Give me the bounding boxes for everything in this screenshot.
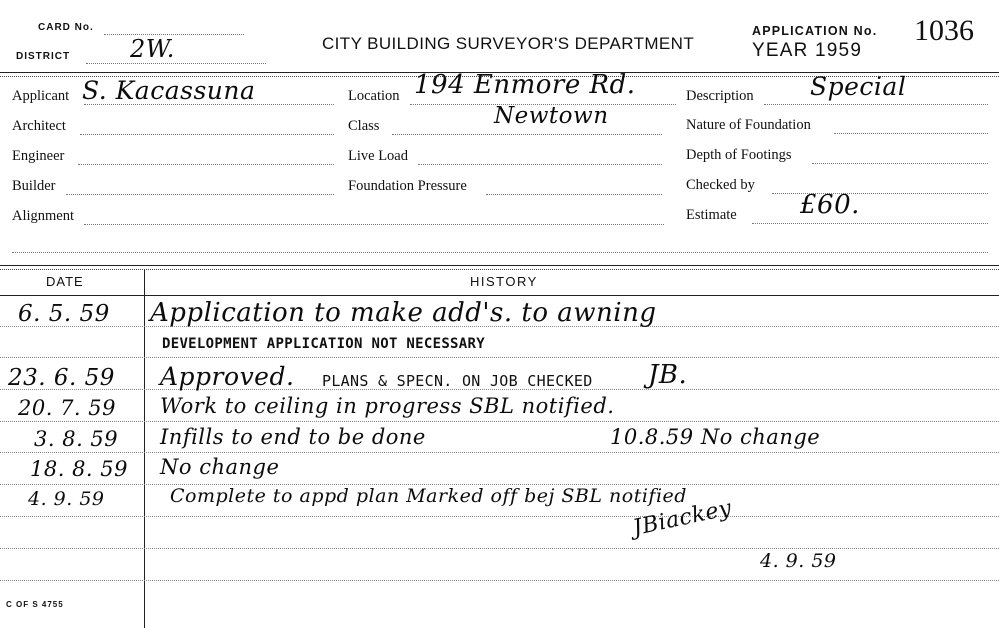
ruled-line — [0, 452, 999, 453]
history-entry: Application to make add's. to awning — [150, 298, 657, 328]
depth-of-footings-label: Depth of Footings — [686, 147, 792, 163]
checked-by-label: Checked by — [686, 177, 755, 193]
history-date: 18. 8. 59 — [30, 457, 129, 481]
class-value: Newtown — [494, 103, 609, 129]
signature: JBiackey — [630, 495, 735, 541]
history-date: 6. 5. 59 — [18, 301, 110, 327]
class-line — [392, 134, 662, 135]
history-date: 20. 7. 59 — [18, 396, 117, 420]
architect-label: Architect — [12, 118, 66, 134]
history-entry: Approved. — [160, 362, 295, 391]
applicant-value: S. Kacassuna — [82, 76, 256, 105]
ruled-line — [0, 516, 999, 517]
year-label: YEAR 1959 — [752, 40, 863, 61]
engineer-line — [78, 164, 334, 165]
history-entry-stamp: DEVELOPMENT APPLICATION NOT NECESSARY — [162, 336, 485, 352]
alignment-label: Alignment — [12, 208, 75, 224]
location-value: 194 Enmore Rd. — [414, 70, 636, 100]
nature-of-foundation-label: Nature of Foundation — [686, 117, 811, 133]
history-date: 4. 9. 59 — [28, 488, 105, 510]
engineer-label: Engineer — [12, 148, 65, 164]
applicant-label: Applicant — [12, 88, 70, 104]
architect-line — [80, 134, 334, 135]
history-followup: 10.8.59 No change — [610, 425, 821, 449]
location-label: Location — [348, 88, 400, 104]
ruled-line — [0, 421, 999, 422]
application-no-label: APPLICATION No. — [752, 24, 878, 38]
district-value: 2W. — [130, 35, 175, 63]
district-line — [86, 63, 266, 64]
builder-line — [66, 194, 334, 195]
history-entry: No change — [160, 455, 280, 479]
description-line — [764, 104, 988, 105]
ruled-line — [0, 548, 999, 549]
application-no-value: 1036 — [914, 14, 974, 47]
signature-date: 4. 9. 59 — [760, 550, 837, 572]
plans-checked-stamp: PLANS & SPECN. ON JOB CHECKED — [322, 372, 593, 390]
extra-line — [12, 252, 988, 253]
history-date: 23. 6. 59 — [8, 365, 115, 391]
date-column-header: DATE — [46, 274, 84, 289]
live-load-label: Live Load — [348, 148, 408, 164]
ruled-line — [0, 357, 999, 358]
table-rule-top — [0, 265, 999, 266]
table-rule-top-2 — [0, 269, 999, 270]
estimate-value: £60. — [800, 190, 860, 220]
district-label: DISTRICT — [16, 51, 71, 62]
depth-of-footings-line — [812, 163, 988, 164]
estimate-label: Estimate — [686, 207, 737, 223]
alignment-line — [84, 224, 664, 225]
history-entry: Infills to end to be done — [160, 425, 426, 449]
history-entry: Work to ceiling in progress SBL notified. — [160, 394, 615, 418]
nature-of-foundation-line — [834, 133, 988, 134]
foundation-pressure-line — [486, 194, 662, 195]
checked-initials: JB. — [648, 360, 688, 390]
card-no-label: CARD No. — [38, 22, 94, 33]
history-entry: Complete to appd plan Marked off bej SBL notified — [170, 485, 687, 507]
ruled-line — [0, 580, 999, 581]
foundation-pressure-label: Foundation Pressure — [348, 178, 467, 194]
header-row-rule — [0, 295, 999, 296]
description-label: Description — [686, 88, 754, 104]
estimate-line — [752, 223, 988, 224]
description-value: Special — [810, 72, 907, 101]
live-load-line — [418, 164, 662, 165]
date-column-divider — [144, 270, 145, 628]
department-title: CITY BUILDING SURVEYOR'S DEPARTMENT — [322, 34, 695, 53]
history-date: 3. 8. 59 — [34, 427, 119, 451]
history-column-header: HISTORY — [470, 274, 538, 289]
builder-label: Builder — [12, 178, 56, 194]
form-code: C OF S 4755 — [6, 600, 64, 609]
class-label: Class — [348, 118, 380, 134]
